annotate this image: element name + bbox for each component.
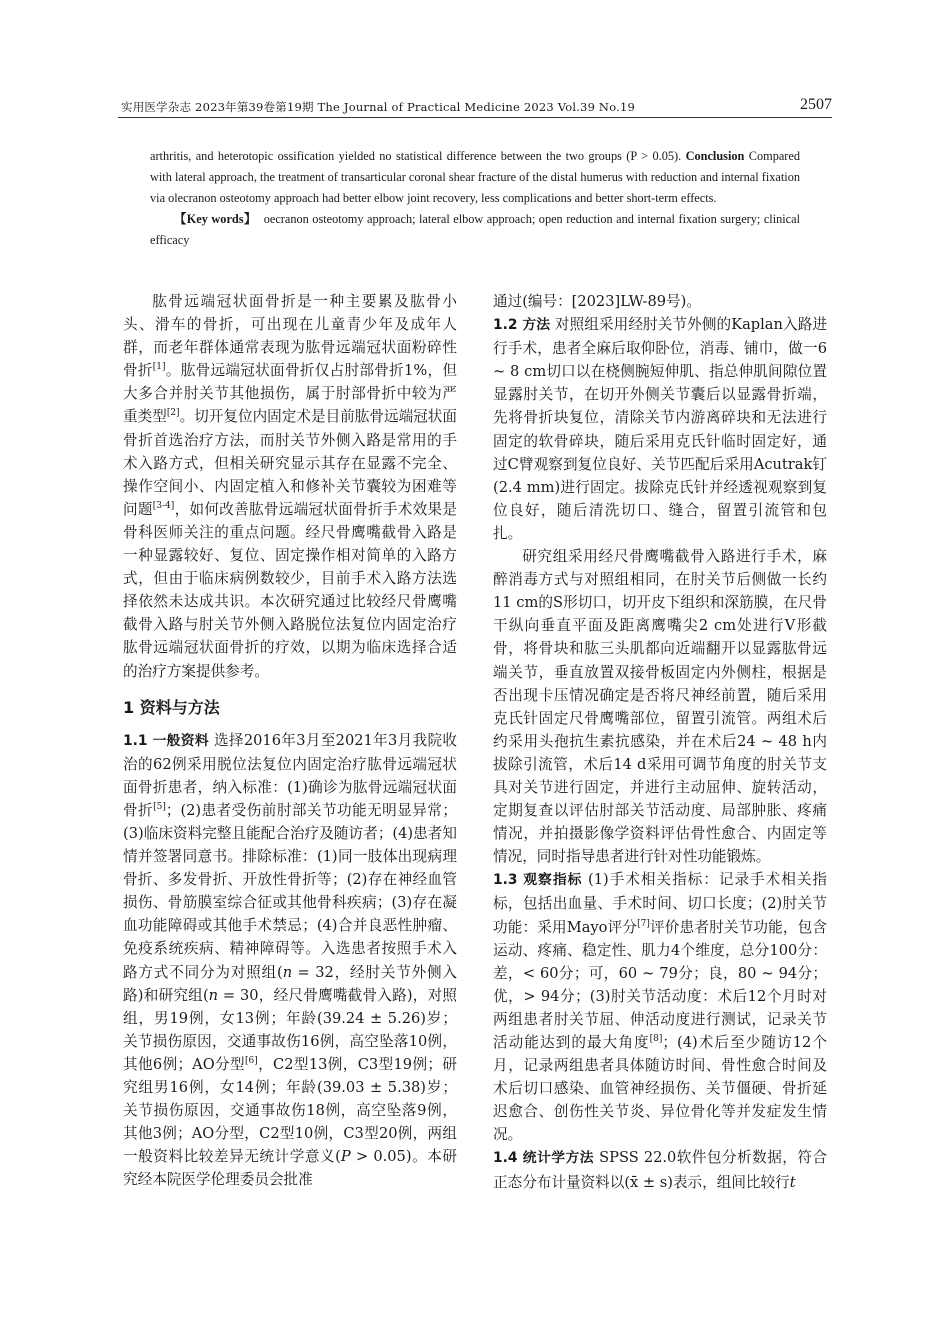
- citation-3-4: [3-4]: [152, 500, 175, 511]
- right-column: [493, 290, 827, 1194]
- n-variable: n: [208, 986, 219, 1004]
- left-column: [123, 290, 457, 1191]
- citation-2: [2]: [166, 408, 180, 419]
- keywords-line: [150, 209, 800, 251]
- statistics-paragraph: [493, 1146, 827, 1193]
- intro-paragraph: [123, 290, 457, 683]
- general-data-text-e: ，C2型13例，C3型19例；研究组男16例，女14例；年龄(39.03 ± 5.38)岁；关节损伤原因，交通事故伤18例，高空坠落9例，其他3例；AO分型，C2型10例，C3型20例，两组一般资料比较差异无统计学意义(: [123, 1055, 457, 1166]
- intro-text-4: ，如何改善肱骨远端冠状面骨折手术效果是骨科医师关注的重点问题。经尺骨鹰嘴截骨入路是一种显露较好、复位、固定操作相对简单的入路方式，但由于临床病例数较少，目前手术入路方法选择依然未达成共识。本次研究通过比较经尺骨鹰嘴截骨入路与肘关节外侧入路脱位法复位内固定治疗肱骨远端冠状面骨折的疗效，以期为临床选择合适的治疗方案提供参考。: [123, 500, 457, 680]
- general-data-text-c: = 32，经肘关节外侧入路)和研究组(: [123, 963, 457, 1004]
- citation-8: [8]: [649, 1034, 663, 1045]
- methods-control-text: 对照组采用经肘关节外侧的Kaplan入路进行手术，患者全麻后取仰卧位，消毒、铺巾，做一6 ~ 8 cm切口以在桡侧腕短伸肌、指总伸肌间隙位置显露肘关节，在切开外侧关节囊后以显露骨折端，先将骨折块复位，清除关节内游离碎块和无法进行固定的软骨碎块，随后采用克氏针临时固定好，通过C臂观察到复位良好、关节匹配后采用Acutrak钉(2.4 mm)进行固定。拔除克氏针并经透视观察到复位良好，随后清洗切口、缝合，留置引流管和包扎。: [493, 316, 827, 542]
- observation-text-c: ；(4)术后至少随访12个月，记录两组患者具体随访时间、骨性愈合时间及术后切口感染、血管神经损伤、关节僵硬、骨折延迟愈合、创伤性关节炎、异位骨化等并发症发生情况。: [493, 1034, 827, 1144]
- conclusion-label: Conclusion: [685, 149, 745, 163]
- citation-5: [5]: [153, 802, 166, 813]
- general-data-text-a: 选择2016年3月至2021年3月我院收治的62例采用脱位法复位内固定治疗肱骨远端冠状面骨折患者，纳入标准：(1)确诊为肱骨远端冠状面骨折: [123, 731, 457, 819]
- general-data-text-d: = 30，经尺骨鹰嘴截骨入路)，对照组，男19例，女13例；年龄(39.24 ± 5.26)岁；关节损伤原因，交通事故伤16例，高空坠落10例，其他6例；AO分型: [123, 986, 457, 1073]
- page-number: 2507: [800, 96, 832, 113]
- intro-text-3: 。切开复位内固定术是目前肱骨远端冠状面骨折首选治疗方法，而肘关节外侧入路是常用的手术入路方式，但相关研究显示其存在显露不完全、操作空间小、内固定植入和修补关节囊较为困难等问题: [123, 408, 457, 518]
- general-data-text-b: ；(2)患者受伤前肘部关节功能无明显异常；(3)临床资料完整且能配合治疗及随访者；(4)患者知情并签署同意书。排除标准：(1)同一肢体出现病理骨折、多发骨折、开放性骨折等；(2)存在神经血管损伤、骨筋膜室综合征或其他骨科疾病；(3)存在凝血功能障碍或其他手术禁忌；(4)合并良恶性肿瘤、免疫系统疾病、精神障碍等。入选患者按照手术入路方式不同分为对照组(: [123, 801, 457, 981]
- abstract-conclusion-text: Compared with lateral approach, the treatment of transarticular coronal shear fracture of the distal humerus with reduction and internal fixation via olecranon osteotomy approach had better elbow joint recovery, less complications and better short-term effects.: [150, 149, 801, 205]
- subsection-1-3-label: 1.3 观察指标: [493, 872, 583, 889]
- t-variable: t: [789, 1173, 796, 1191]
- keywords-text: oecranon osteotomy approach; lateral elbow approach; open reduction and internal fixation surgery; clinical efficacy: [150, 212, 801, 247]
- running-header: 实用医学杂志 2023年第39卷第19期 The Journal of Practical Medicine 2023 Vol.39 No.19: [121, 100, 636, 114]
- abstract-results-text: arthritis, and heterotopic ossification yielded no statistical difference between the two groups (P > 0.05).: [150, 149, 682, 163]
- statistics-text: SPSS 22.0软件包分析数据，符合正态分布计量资料以(x̄ ± s)表示，组间比较行: [493, 1149, 827, 1191]
- methods-paragraph: [493, 313, 827, 545]
- n-variable: n: [282, 963, 293, 981]
- subsection-1-2-label: 1.2 方法: [493, 317, 551, 334]
- citation-6: [6]: [244, 1056, 258, 1067]
- intro-text-2: 。肱骨远端冠状面骨折仅占肘部骨折1%，但大多合并肘关节其他损伤，属于肘部骨折中较为严重类型: [123, 362, 457, 426]
- methods-study-paragraph: 研究组采用经尺骨鹰嘴截骨入路进行手术，麻醉消毒方式与对照组相同，在肘关节后侧做一长约11 cm的S形切口，切开皮下组织和深筋膜，在尺骨干纵向垂直平面及距离鹰嘴尖2 cm处进行V形截骨，将骨块和肱三头肌都向近端翻开以显露肱骨远端关节，垂直放置双接骨板固定内外侧柱，根据是否出现卡压情况确定是否将尺神经前置，随后采用克氏针固定尺骨鹰嘴部位，留置引流管。两组术后约采用头孢抗生素抗感染，并在术后24 ~ 48 h内拔除引流管，术后14 d采用可调节角度的肘关节支具对关节进行固定，并进行主动屈伸、旋转活动，定期复查以评估肘部关节活动度、局部肿胀、疼痛情况，并拍摄影像学资料评估骨性愈合、内固定等情况，同时指导患者进行针对性功能锻炼。: [493, 548, 827, 866]
- intro-text-1: 肱骨远端冠状面骨折是一种主要累及肱骨小头、滑车的骨折，可出现在儿童青少年及成年人群，而老年群体通常表现为肱骨远端冠状面粉碎性骨折: [123, 293, 457, 380]
- ethics-continuation: 通过(编号：[2023]LW-89号)。: [493, 293, 701, 310]
- abstract-paragraph: [150, 146, 800, 209]
- general-data-text-f: > 0.05)。本研究经本院医学伦理委员会批准: [123, 1148, 457, 1189]
- citation-7: [7]: [637, 918, 650, 929]
- citation-1: [1]: [152, 362, 166, 373]
- general-data-paragraph: [123, 729, 457, 1192]
- observation-paragraph: [493, 868, 827, 1146]
- subsection-1-1-label: 1.1 一般资料: [123, 732, 210, 749]
- p-variable: P: [340, 1148, 351, 1166]
- observation-text-b: 评价患者肘关节功能，包含运动、疼痛、稳定性、肌力4个维度，总分100分：差，< 60分；可，60 ~ 79分；良，80 ~ 94分；优，> 94分；(3)肘关节活动度：术后12个月时对两组患者肘关节屈、伸活动度进行测试，记录关节活动能达到的最大角度: [493, 918, 827, 1051]
- section-title-methods: 1 资料与方法: [123, 697, 220, 717]
- keywords-label: 【Key words】: [174, 212, 257, 226]
- observation-text-a: (1)手术相关指标：记录手术相关指标，包括出血量、手术时间、切口长度；(2)肘关节功能：采用Mayo评分: [493, 871, 827, 936]
- subsection-1-4-label: 1.4 统计学方法: [493, 1150, 595, 1167]
- header-rule: [118, 117, 832, 118]
- english-abstract: [150, 146, 800, 251]
